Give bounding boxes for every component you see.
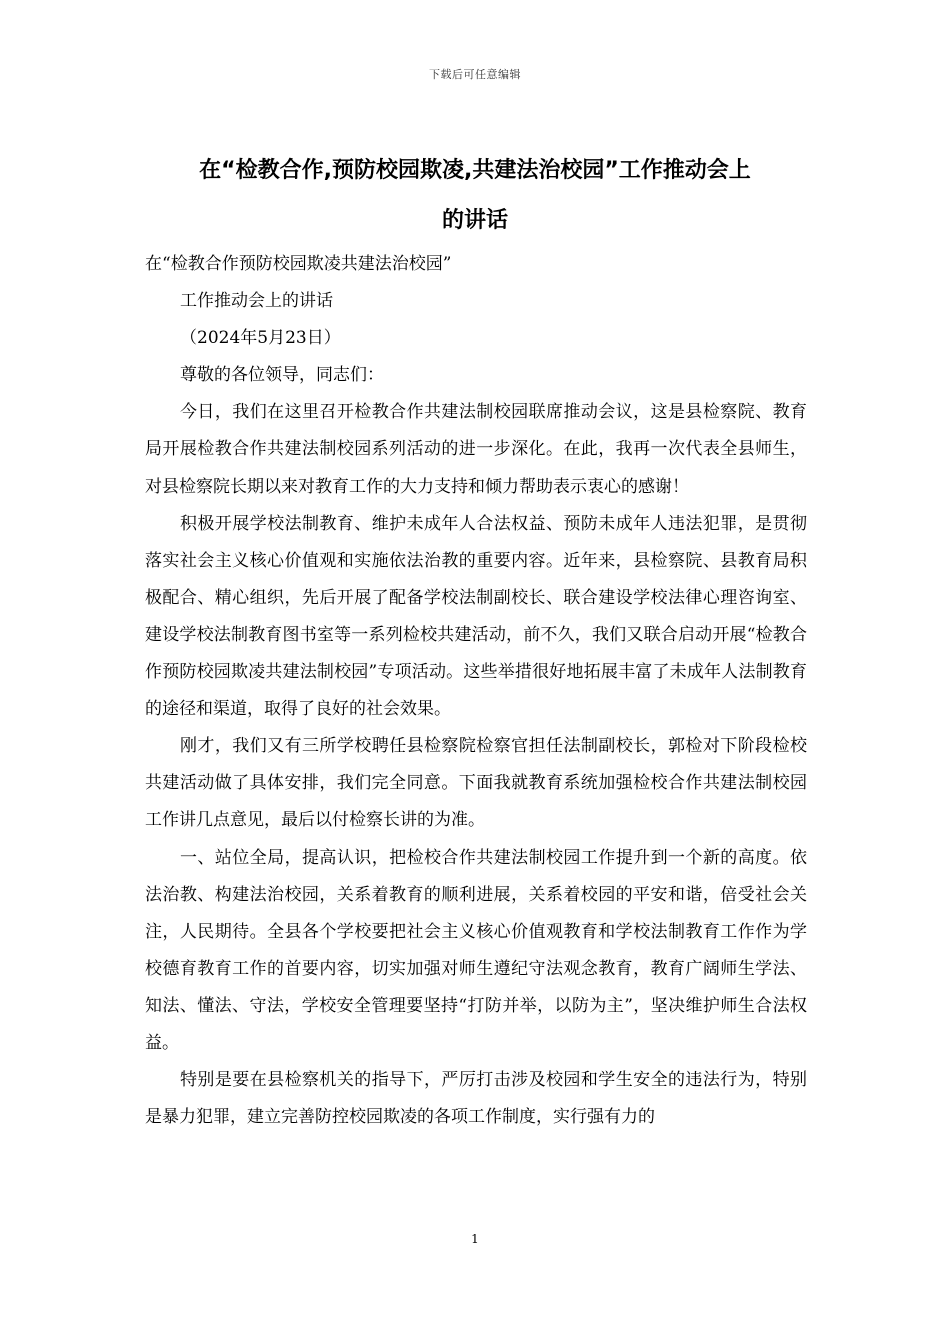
document-title (130, 146, 820, 246)
subtitle-line-2: 工作推动会上的讲话 (180, 291, 333, 312)
header-note: 下载后可任意编辑 (429, 68, 521, 81)
paragraph: 一、站位全局，提高认识，把检校合作共建法制校园工作提升到一个新的高度。依法治教、构建法治校园，关系着教育的顺利进展，关系着校园的平安和谐，倍受社会关注，人民期待。全县各个学校要把社会主义核心价值观教育和学校法制教育工作作为学校德育教育工作的首要内容，切实加强对师生遵纪守法观念教育，教育广阔师生学法、知法、懂法、守法，学校安全管理要坚持“打防并举，以防为主”，坚决维护师生合法权益。 (145, 847, 807, 1053)
title-line-2: 的讲话 (441, 208, 508, 233)
paragraph: 特别是要在县检察机关的指导下，严厉打击涉及校园和学生安全的违法行为，特别是暴力犯罪，建立完善防控校园欺凌的各项工作制度，实行强有力的 (145, 1070, 807, 1128)
paragraph: 刚才，我们又有三所学校聘任县检察院检察官担任法制副校长，郭检对下阶段检校共建活动做了具体安排，我们完全同意。下面我就教育系统加强检校合作共建法制校园工作讲几点意见，最后以付检察长讲的为准。 (145, 736, 807, 831)
subtitle-line-1: 在“检教合作预防校园欺凌共建法治校园” (145, 254, 452, 274)
speech-date: （2024年5月23日） (180, 328, 341, 349)
title-line-1: 在“检教合作,预防校园欺凌,共建法治校园”工作推动会上 (199, 158, 751, 183)
document-body (145, 246, 807, 1136)
paragraph: 今日，我们在这里召开检教合作共建法制校园联席推动会议，这是县检察院、教育局开展检教合作共建法制校园系列活动的进一步深化。在此，我再一次代表全县师生，对县检察院长期以来对教育工作的大力支持和倾力帮助表示衷心的感谢！ (145, 402, 807, 497)
page-number: 1 (471, 1232, 479, 1246)
salutation: 尊敬的各位领导，同志们： (180, 365, 384, 386)
paragraph: 积极开展学校法制教育、维护未成年人合法权益、预防未成年人违法犯罪，是贯彻落实社会主义核心价值观和实施依法治教的重要内容。近年来，县检察院、县教育局积极配合、精心组织，先后开展了配备学校法制副校长、联合建设学校法律心理咨询室、建设学校法制教育图书室等一系列检校共建活动，前不久，我们又联合启动开展“检教合作预防校园欺凌共建法制校园”专项活动。这些举措很好地拓展丰富了未成年人法制教育的途径和渠道，取得了良好的社会效果。 (145, 513, 807, 720)
